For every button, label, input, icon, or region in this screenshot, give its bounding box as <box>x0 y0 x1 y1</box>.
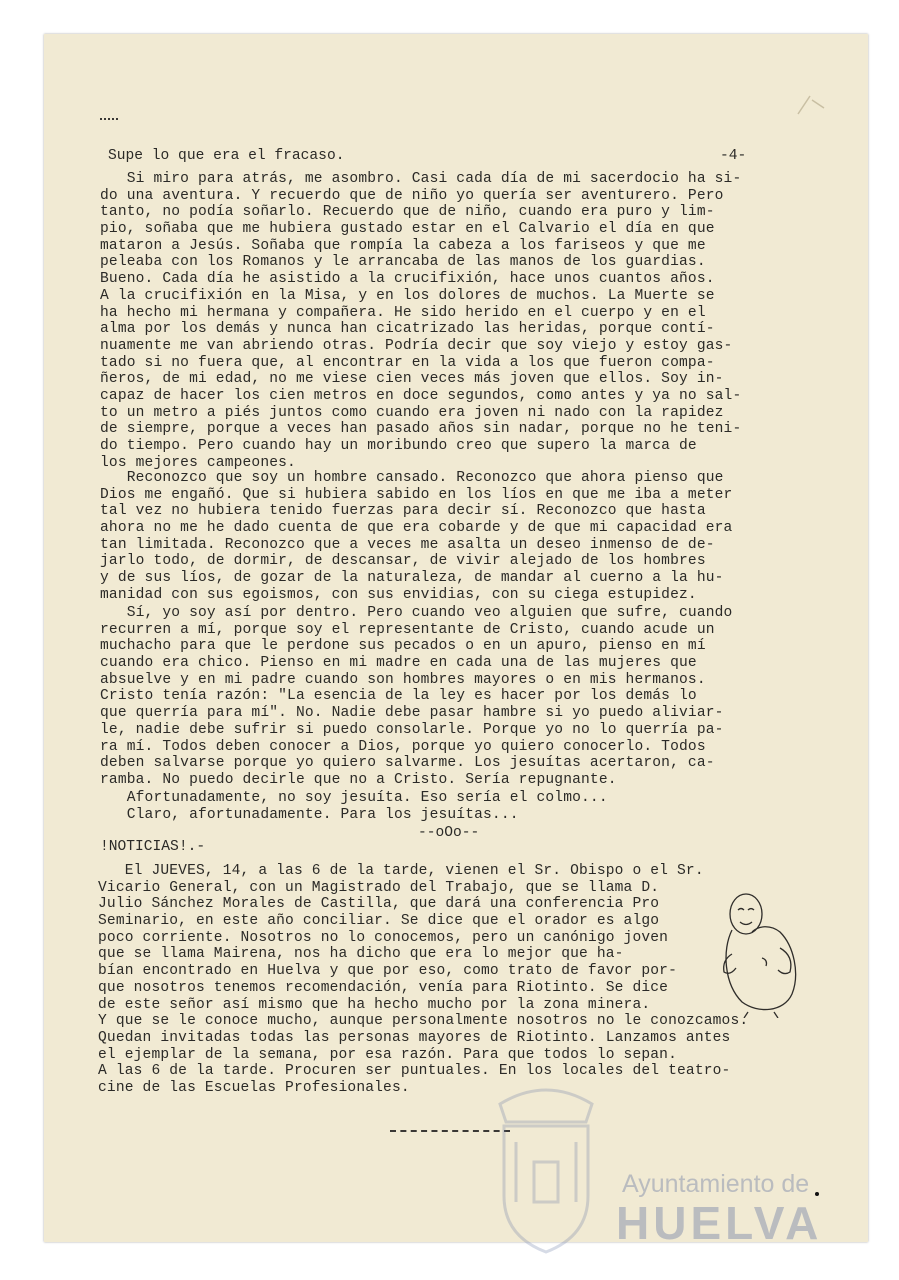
paragraph-3-line: Cristo tenía razón: "La esencia de la ley es hacer por los demás lo <box>100 688 697 705</box>
watermark-text-line2: HUELVA <box>616 1197 823 1249</box>
paragraph-1-line: tanto, no podía soñarlo. Recuerdo que de niño, cuando era puro y lim- <box>100 204 715 221</box>
paragraph-1-line: tado si no fuera que, al encontrar en la vida a los que fueron compa- <box>100 354 715 371</box>
news-line: cine de las Escuelas Profesionales. <box>98 1079 410 1096</box>
watermark-text-line1: Ayuntamiento de <box>622 1170 810 1198</box>
huelva-coat-of-arms-watermark <box>486 1082 606 1262</box>
paragraph-3-line: que querría para mí". No. Nadie debe pasar hambre si yo puedo aliviar- <box>100 705 724 722</box>
news-line: El JUEVES, 14, a las 6 de la tarde, vienen el Sr. Obispo o el Sr. <box>98 863 704 879</box>
paragraph-4 <box>100 790 812 823</box>
paragraph-3-line: absuelve y en mi padre cuando son hombres mayores o en mis hermanos. <box>100 671 706 688</box>
paragraph-3-line: ra mí. Todos deben conocer a Dios, porque yo quiero conocerlo. Todos <box>100 738 706 755</box>
news-line: Quedan invitadas todas las personas mayores de Riotinto. Lanzamos antes <box>98 1029 731 1046</box>
news-heading: !NOTICIAS!.- <box>100 839 206 855</box>
ink-mark <box>100 118 118 120</box>
paragraph-2-line: Dios me engañó. Que si hubiera sabido en los líos en que me iba a meter <box>100 486 733 503</box>
news-line: Seminario, en este año conciliar. Se dice que el orador es algo <box>98 913 660 930</box>
paragraph-2-line: manidad con sus egoismos, con sus envidias, con su ciega estupidez. <box>100 586 697 603</box>
paragraph-3 <box>100 605 812 789</box>
paragraph-4-line: Claro, afortunadamente. Para los jesuítas... <box>100 806 519 823</box>
paragraph-1-line: pio, soñaba que me hubiera gustado estar en el Calvario el día en que <box>100 221 715 238</box>
paragraph-1-line: los mejores campeones. <box>100 454 296 471</box>
news-line: que se llama Mairena, nos ha dicho que era lo mejor que ha- <box>98 946 624 963</box>
paragraph-1-line: A la crucifixión en la Misa, y en los dolores de muchos. La Muerte se <box>100 287 715 304</box>
paragraph-2-line: tal vez no hubiera tenido fuerzas para decir sí. Reconozco que hasta <box>100 503 706 520</box>
page-header <box>108 148 748 166</box>
cartoon-figure-drawing <box>718 888 804 1018</box>
paragraph-1-line: nuamente me van abriendo otras. Podría decir que soy viejo y estoy gas- <box>100 337 733 354</box>
paragraph-1-line: capaz de hacer los cien metros en doce segundos, como antes y ya no sal- <box>100 387 742 404</box>
paragraph-3-line: muchacho para que le perdone sus pecados o en un apuro, pienso en mí <box>100 638 706 655</box>
paragraph-2-line: y de sus líos, de gozar de la naturaleza, de mandar al cuerno a la hu- <box>100 570 724 587</box>
ink-dot <box>815 1192 819 1196</box>
paragraph-2-line: Reconozco que soy un hombre cansado. Reconozco que ahora pienso que <box>100 470 724 486</box>
news-line: el ejemplar de la semana, por esa razón. Para que todos lo sepan. <box>98 1046 677 1063</box>
paragraph-1 <box>100 171 812 471</box>
paragraph-1-line: alma por los demás y nunca han cicatrizado las heridas, porque contí- <box>100 321 715 338</box>
paragraph-1-line: ñeros, de mi edad, no me viese cien veces más joven que ellos. Soy in- <box>100 371 724 388</box>
paragraph-1-line: do tiempo. Pero cuando hay un moribundo creo que supero la marca de <box>100 438 697 454</box>
paragraph-1-line: mataron a Jesús. Soñaba que rompía la cabeza a los fariseos y que me <box>100 237 706 254</box>
paragraph-3-line: ramba. No puedo decirle que no a Cristo. Sería repugnante. <box>100 771 617 788</box>
paragraph-3-line: le, nadie debe sufrir si puedo consolarle. Porque yo no lo querría pa- <box>100 721 724 738</box>
news-line: de este señor así mismo que ha hecho mucho por la zona minera. <box>98 996 651 1013</box>
paragraph-1-line: Si miro para atrás, me asombro. Casi cada día de mi sacerdocio ha si- <box>100 171 742 187</box>
news-line: A las 6 de la tarde. Procuren ser puntuales. En los locales del teatro- <box>98 1063 731 1080</box>
news-line: poco corriente. Nosotros no lo conocemos, pero un canónigo joven <box>98 929 669 946</box>
page-number: -4- <box>720 148 747 164</box>
paragraph-3-line: recurren a mí, porque soy el representante de Cristo, cuando acude un <box>100 621 715 638</box>
paragraph-2-line: jarlo todo, de dormir, de descansar, de vivir alejado de los hombres <box>100 553 706 570</box>
news-line: Julio Sánchez Morales de Castilla, que dará una conferencia Pro <box>98 896 660 913</box>
news-line: bían encontrado en Huelva y que por eso, como trato de favor por- <box>98 963 677 980</box>
paragraph-3-line: Sí, yo soy así por dentro. Pero cuando veo alguien que sufre, cuando <box>100 605 733 621</box>
section-separator: --oOo-- <box>418 825 480 841</box>
paragraph-4-line: Afortunadamente, no soy jesuíta. Eso sería el colmo... <box>100 790 608 806</box>
paragraph-1-line: peleaba con los Romanos y le arrancaba de las manos de los guardias. <box>100 254 706 271</box>
paragraph-2 <box>100 470 812 604</box>
paragraph-3-line: deben salvarse porque yo quiero salvarme. Los jesuítas acertaron, ca- <box>100 755 715 772</box>
paragraph-2-line: tan limitada. Reconozco que a veces me asalta un deseo inmenso de de- <box>100 536 715 553</box>
paragraph-1-line: ha hecho mi hermana y compañera. He sido herido en el cuerpo y en el <box>100 304 706 321</box>
paper-crease-mark <box>790 90 830 120</box>
paragraph-1-line: to un metro a piés juntos como cuando era joven ni nado con la rapidez <box>100 404 724 421</box>
news-line: Vicario General, con un Magistrado del Trabajo, que se llama D. <box>98 879 660 896</box>
paragraph-1-line: Bueno. Cada día he asistido a la crucifixión, hace unos cuantos años. <box>100 271 715 288</box>
news-line: Y que se le conoce mucho, aunque personalmente nosotros no le conozcamos. <box>98 1013 749 1030</box>
header-continuation-text: Supe lo que era el fracaso. <box>108 148 345 164</box>
paragraph-2-line: ahora no me he dado cuenta de que era cobarde y de que mi capacidad era <box>100 520 733 537</box>
paragraph-1-line: de siempre, porque a veces han pasado años sin nadar, porque no he teni- <box>100 421 742 438</box>
news-line: que nosotros tenemos recomendación, venía para Riotinto. Se dice <box>98 979 669 996</box>
paragraph-1-line: do una aventura. Y recuerdo que de niño yo quería ser aventurero. Pero <box>100 187 724 204</box>
news-paragraph <box>98 863 818 1097</box>
paragraph-3-line: cuando era chico. Pienso en mi madre en cada una de las mujeres que <box>100 655 697 672</box>
